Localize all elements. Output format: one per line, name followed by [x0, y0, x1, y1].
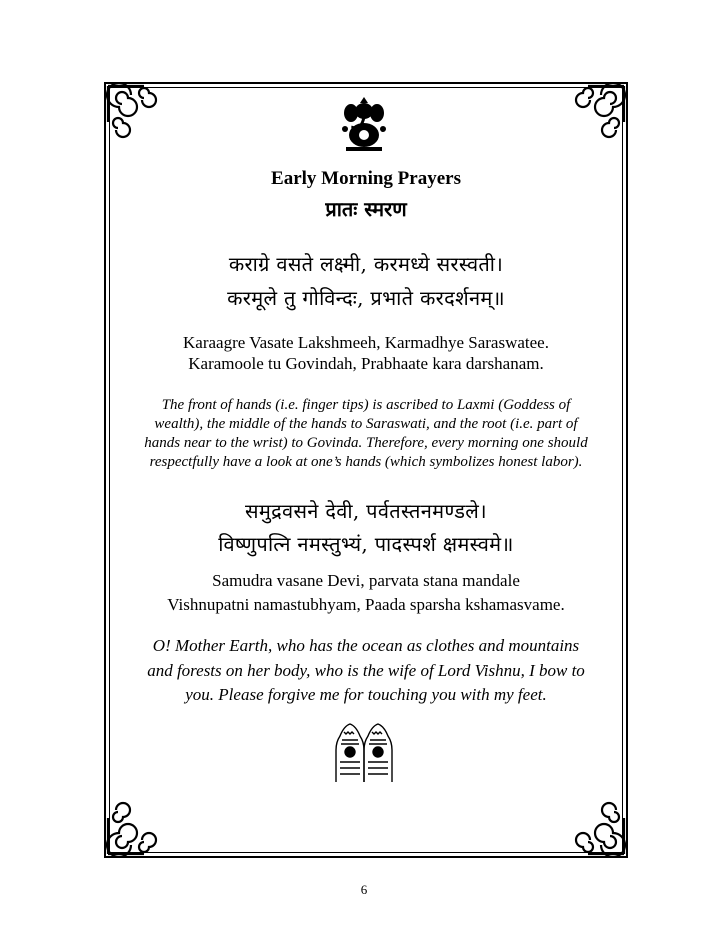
- prayer1-translation-line: hands near to the wrist) to Govinda. Therefore, every morning one should: [144, 435, 588, 451]
- henna-hands-icon: [330, 722, 398, 784]
- prayer1-devanagari-line: करमूले तु गोविन्दः, प्रभाते करदर्शनम्॥: [227, 286, 505, 310]
- prayer2-devanagari-line: विष्णुपत्नि नमस्तुभ्यं, पादस्पर्श क्षमस्वमे॥: [218, 532, 514, 556]
- page-title: Early Morning Prayers: [271, 168, 461, 189]
- prayer1-translation-line: respectfully have a look at one’s hands (which symbolizes honest labor).: [149, 454, 583, 470]
- prayer1-translation-line: The front of hands (i.e. finger tips) is ascribed to Laxmi (Goddess of: [161, 397, 571, 413]
- prayer1-devanagari-line: कराग्रे वसते लक्ष्मी, करमध्ये सरस्वती।: [228, 252, 504, 276]
- spiral-flourish-icon: [104, 82, 184, 152]
- prayer2-transliteration-line: Vishnupatni namastubhyam, Paada sparsha kshamasvame.: [167, 595, 565, 614]
- ganesha-icon: [336, 95, 392, 155]
- prayer2-transliteration-line: Samudra vasane Devi, parvata stana mandale: [212, 571, 520, 590]
- prayer1-translation-line: wealth), the middle of the hands to Saraswati, and the root (i.e. part of: [154, 416, 578, 432]
- spiral-flourish-icon: [548, 82, 628, 152]
- prayer2-translation-line: O! Mother Earth, who has the ocean as clothes and mountains: [152, 636, 580, 655]
- prayer1-transliteration-line: Karamoole tu Govindah, Prabhaate kara darshanam.: [188, 354, 544, 373]
- spiral-flourish-icon: [548, 788, 628, 858]
- prayer1-transliteration-line: Karaagre Vasate Lakshmeeh, Karmadhye Saraswatee.: [183, 333, 549, 352]
- page-title-devanagari: प्रातः स्मरण: [325, 197, 407, 221]
- prayer2-devanagari-line: समुद्रवसने देवी, पर्वतस्तनमण्डले।: [245, 499, 487, 523]
- spiral-flourish-icon: [104, 788, 184, 858]
- prayer2-translation-line: and forests on her body, who is the wife of Lord Vishnu, I bow to: [147, 661, 585, 680]
- page-number: 6: [360, 882, 368, 897]
- prayer2-translation-line: you. Please forgive me for touching you with my feet.: [185, 685, 547, 704]
